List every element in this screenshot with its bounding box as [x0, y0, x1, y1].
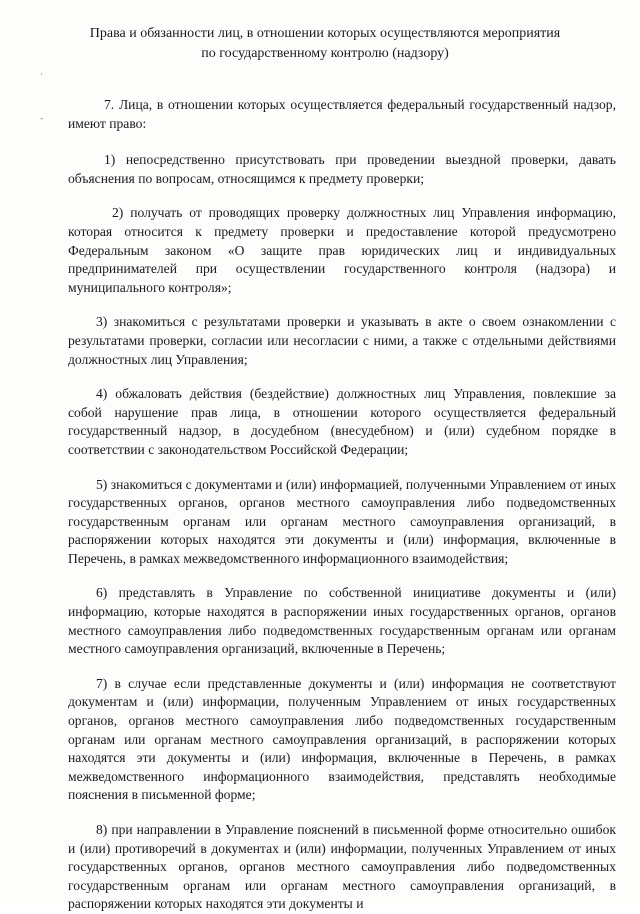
- title-line-1: Права и обязанности лиц, в отношении которых осуществляются мероприятия: [89, 26, 561, 41]
- margin-mark: ·: [40, 70, 43, 80]
- document-title: [60, 24, 590, 64]
- paragraph-item-6: 6) представлять в Управление по собственной инициативе документы и (или) информацию, которые находятся в распоряжении иных государственных органов, органов местного самоуправления либо подведомственных государственным органам или органам местного самоуправления организаций, включенные в Перечень;: [68, 585, 616, 657]
- paragraph-item-8: 8) при направлении в Управление пояснений в письменной форме относительно ошибок и (или) противоречий в документах и (или) информации, полученных Управлением от иных государственных органов, органов местного самоуправления либо подведомственных государственным органам или органам местного самоуправления организаций, в распоряжении которых находятся эти документы и: [68, 822, 616, 912]
- paragraph-item-7: 7) в случае если представленные документы и (или) информация не соответствуют документам и (или) информации, полученным Управлением от иных государственных органов, органов местного самоуправления либо подведомственных государственным органам или органам местного самоуправления организаций, в распоряжении которых находятся эти документы и (или) информация, включенные в Перечень, в рамках межведомственного информационного взаимодействия, представлять необходимые пояснения в письменной форме;: [68, 675, 616, 803]
- paragraph-intro: 7. Лица, в отношении которых осуществляется федеральный государственный надзор, имеют право:: [68, 97, 616, 131]
- margin-mark: -: [40, 114, 44, 124]
- paragraph-item-1: 1) непосредственно присутствовать при проведении выездной проверки, давать объяснения по вопросам, относящимся к предмету проверки;: [68, 152, 616, 186]
- paragraph-item-4: 4) обжаловать действия (бездействие) должностных лиц Управления, повлекшие за собой нарушение прав лица, в отношении которого осуществляется федеральный государственный надзор, в досудебном (внесудебном) и (или) судебном порядке в соответствии с законодательством Российской Федерации;: [68, 386, 616, 457]
- paragraph-item-2: 2) получать от проводящих проверку должностных лиц Управления информацию, которая относится к предмету проверки и предоставление которой предусмотрено Федеральным законом «О защите прав юридических лиц и индивидуальных предпринимателей при осуществлении государственного контроля (надзора) и муниципального контроля»;: [68, 205, 616, 295]
- title-line-2: по государственному контролю (надзору): [201, 46, 449, 61]
- document-body: [68, 96, 616, 914]
- paragraph-item-3: 3) знакомиться с результатами проверки и указывать в акте о своем ознакомлении с результатами проверки, согласии или несогласии с ними, а также с отдельными действиями должностных лиц Управления;: [68, 314, 616, 367]
- paragraph-item-5: 5) знакомиться с документами и (или) информацией, полученными Управлением от иных государственных органов, органов местного самоуправления либо подведомственных государственным органам или органам местного самоуправления организаций, в распоряжении которых находятся эти документы и (или) информация, включенные в Перечень, в рамках межведомственного информационного взаимодействия;: [68, 476, 616, 566]
